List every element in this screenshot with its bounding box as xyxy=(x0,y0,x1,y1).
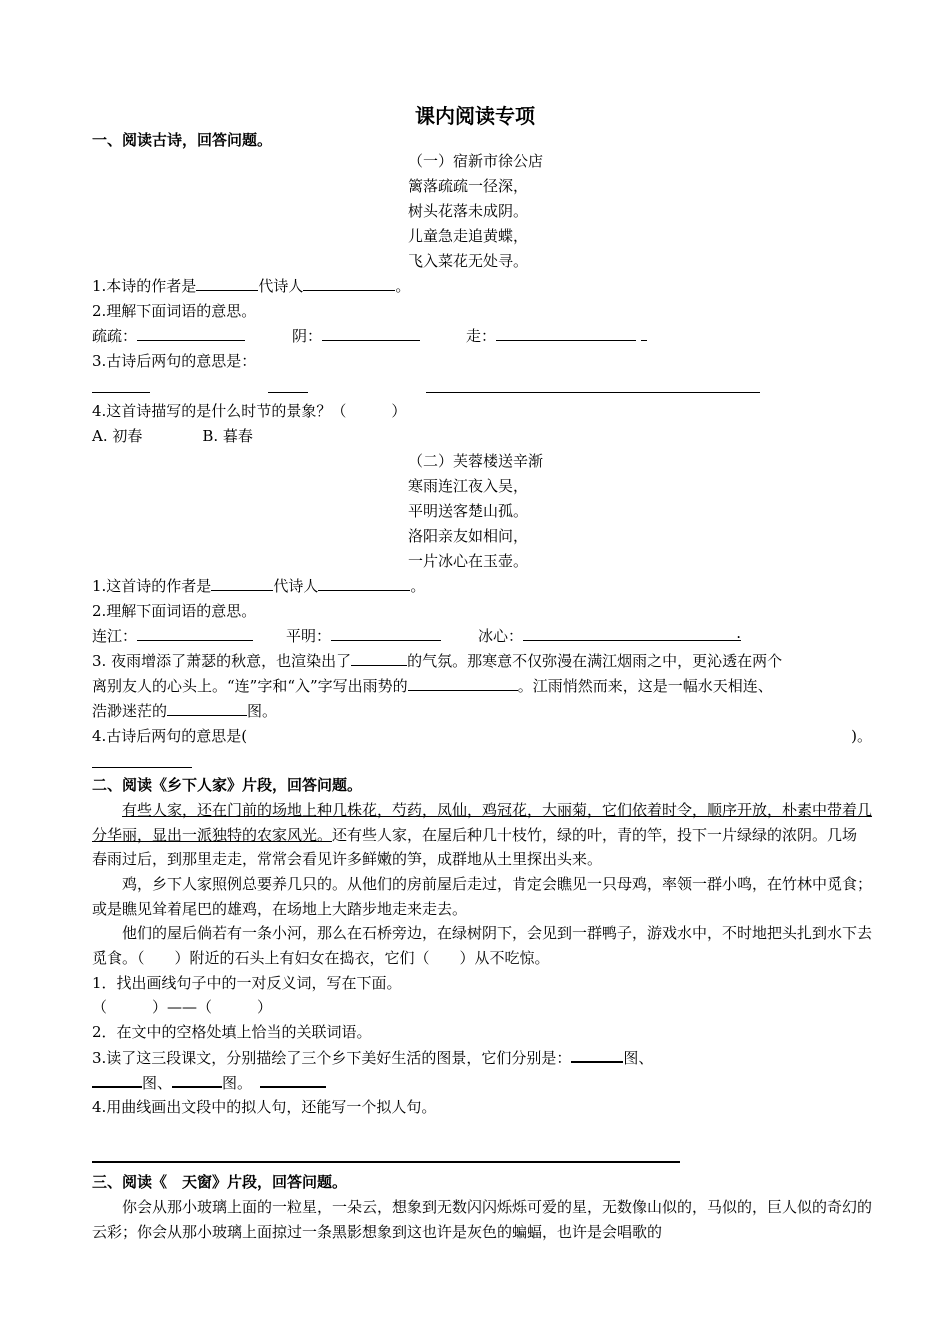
poem-2-title: （二）芙蓉楼送辛渐 xyxy=(408,452,544,470)
answer-blank[interactable] xyxy=(137,626,253,641)
answer-line[interactable] xyxy=(92,392,150,393)
question-text: 。 xyxy=(395,277,411,295)
word-meaning-row-2 xyxy=(92,626,772,646)
question-atmosphere-line3 xyxy=(92,701,277,721)
word-label: 走： xyxy=(466,327,497,345)
passage-paragraph xyxy=(92,798,872,872)
question-text: 图。 xyxy=(247,702,278,720)
poem-2-line: 平明送客楚山孤。 xyxy=(408,502,529,520)
answer-blank[interactable] xyxy=(322,326,420,341)
question-meaning-2: 2.理解下面词语的意思。 xyxy=(92,602,257,620)
question-conjunction: 2．在文中的空格处填上恰当的关联词语。 xyxy=(92,1023,372,1041)
passage-paragraph: 你会从那小玻璃上面的一粒星，一朵云，想象到无数闪闪烁烁可爱的星，无数像山似的，马似的，巨人似的奇幻的云彩；你会从那小玻璃上面掠过一条黑影想象到这也许是灰色的蝙蝠，也许是会唱歌的 xyxy=(92,1198,873,1241)
underlined-sentence: 有些人家，还在门前的场地上种几株花，芍药，凤仙，鸡冠花，大丽菊，它们依着时令，顺序开放，朴素中带着几分华丽，显出一派独特的农家风光。 xyxy=(92,801,873,844)
answer-blank[interactable] xyxy=(351,651,407,666)
question-text: 。 xyxy=(410,577,426,595)
question-text: 1.这首诗的作者是 xyxy=(92,577,212,595)
word-label: 冰心： xyxy=(478,627,524,645)
answer-blank[interactable] xyxy=(331,626,441,641)
question-text: 1.本诗的作者是 xyxy=(92,277,197,295)
passage-text: 还有些人家，在屋后种几十枝竹，绿的叶，青的竿，投下一片绿绿的浓阴。几场春雨过后，到那里走走，常常会看见许多鲜嫩的笋，成群地从土里探出头来。 xyxy=(92,825,858,868)
poem-1-title: （一）宿新市徐公店 xyxy=(408,152,544,170)
question-personification: 4.用曲线画出文段中的拟人句，还能写一个拟人句。 xyxy=(92,1098,437,1116)
passage-paragraph: 他们的屋后倘若有一条小河，那么在石桥旁边，在绿树阴下，会见到一群鸭子，游戏水中，不时地把头扎到水下去觅食。（ ）附近的石头上有妇女在捣衣，它们（ ）从不吃惊。 xyxy=(92,924,873,967)
question-meaning: 2.理解下面词语的意思。 xyxy=(92,302,257,320)
question-antonym: 1．找出画线句子中的一对反义词，写在下面。 xyxy=(92,974,402,992)
word-label: 平明： xyxy=(286,627,332,645)
period: . xyxy=(736,624,742,642)
answer-blank[interactable] xyxy=(496,326,636,341)
answer-blank[interactable] xyxy=(137,326,245,341)
section-1-heading: 一、阅读古诗，回答问题。 xyxy=(92,131,273,149)
answer-blank[interactable] xyxy=(571,1047,623,1063)
answer-blank[interactable] xyxy=(318,576,410,591)
question-text: 3. 夜雨增添了萧瑟的秋意，也渲染出了 xyxy=(92,652,352,670)
answer-blank[interactable] xyxy=(260,1072,326,1088)
answer-blank[interactable] xyxy=(92,1072,142,1088)
antonym-answer[interactable]: （ ）——（ ） xyxy=(92,998,273,1016)
question-scenes xyxy=(92,1047,653,1068)
poem-2-line: 寒雨连江夜入吴， xyxy=(408,477,529,495)
question-season: 4.这首诗描写的是什么时节的景象？（ ） xyxy=(92,402,407,420)
answer-blank[interactable] xyxy=(408,676,518,691)
answer-blank[interactable] xyxy=(172,1072,222,1088)
answer-blank[interactable] xyxy=(523,626,741,641)
section-3-heading: 三、阅读《 天窗》片段，回答问题。 xyxy=(92,1173,348,1191)
page-title: 课内阅读专项 xyxy=(415,104,535,128)
question-author xyxy=(92,276,410,296)
question-text: 图、 xyxy=(142,1074,173,1092)
answer-blank[interactable] xyxy=(211,576,273,591)
question-text: 的气氛。那寒意不仅弥漫在满江烟雨之中，更沁透在两个 xyxy=(407,652,783,670)
section-2-heading: 二、阅读《乡下人家》片段，回答问题。 xyxy=(92,776,363,794)
question-text: 离别友人的心头上。“连”字和“入”字写出雨势的 xyxy=(92,677,408,695)
poem-2-line: 洛阳亲友如相问， xyxy=(408,527,529,545)
poem-1-line: 树头花落未成阴。 xyxy=(408,202,529,220)
answer-blank[interactable] xyxy=(196,276,258,291)
season-options: A. 初春 B. 暮春 xyxy=(92,427,253,445)
answer-line[interactable] xyxy=(426,392,760,393)
poem-1-line: 飞入菜花无处寻。 xyxy=(408,252,529,270)
question-text: 图。 xyxy=(222,1074,253,1092)
answer-blank[interactable] xyxy=(303,276,395,291)
word-label: 疏疏： xyxy=(92,327,138,345)
answer-blank xyxy=(641,326,647,341)
question-text: 。江雨悄然而来，这是一幅水天相连、 xyxy=(517,677,773,695)
question-author-2 xyxy=(92,576,425,596)
question-atmosphere-line2 xyxy=(92,676,773,696)
question-text: 3.读了这三段课文，分别描绘了三个乡下美好生活的图景，它们分别是： xyxy=(92,1049,572,1067)
question-text: 4.古诗后两句的意思是( xyxy=(92,727,248,745)
word-meaning-row xyxy=(92,326,672,346)
question-text: 代诗人 xyxy=(273,577,319,595)
word-label: 阴： xyxy=(292,327,323,345)
poem-1-line: 儿童急走追黄蝶， xyxy=(408,227,529,245)
question-translation-2 xyxy=(92,726,872,746)
word-label: 连江： xyxy=(92,627,138,645)
question-atmosphere xyxy=(92,651,782,671)
answer-line[interactable] xyxy=(92,767,192,768)
question-translation: 3.古诗后两句的意思是： xyxy=(92,352,257,370)
question-scenes-line2 xyxy=(92,1072,326,1093)
poem-1-line: 篱落疏疏一径深， xyxy=(408,177,529,195)
question-text: 图、 xyxy=(623,1049,654,1067)
answer-line[interactable] xyxy=(92,1161,680,1163)
question-text: )。 xyxy=(851,727,872,745)
passage-paragraph: 鸡，乡下人家照例总要养几只的。从他们的房前屋后走过，肯定会瞧见一只母鸡，率领一群小鸣，在竹林中觅食；或是瞧见耸着尾巴的雄鸡，在场地上大踏步地走来走去。 xyxy=(92,875,873,918)
question-text: 浩渺迷茫的 xyxy=(92,702,168,720)
question-text: 代诗人 xyxy=(258,277,304,295)
poem-2-line: 一片冰心在玉壶。 xyxy=(408,552,529,570)
answer-blank[interactable] xyxy=(167,701,247,716)
answer-line[interactable] xyxy=(268,392,308,393)
